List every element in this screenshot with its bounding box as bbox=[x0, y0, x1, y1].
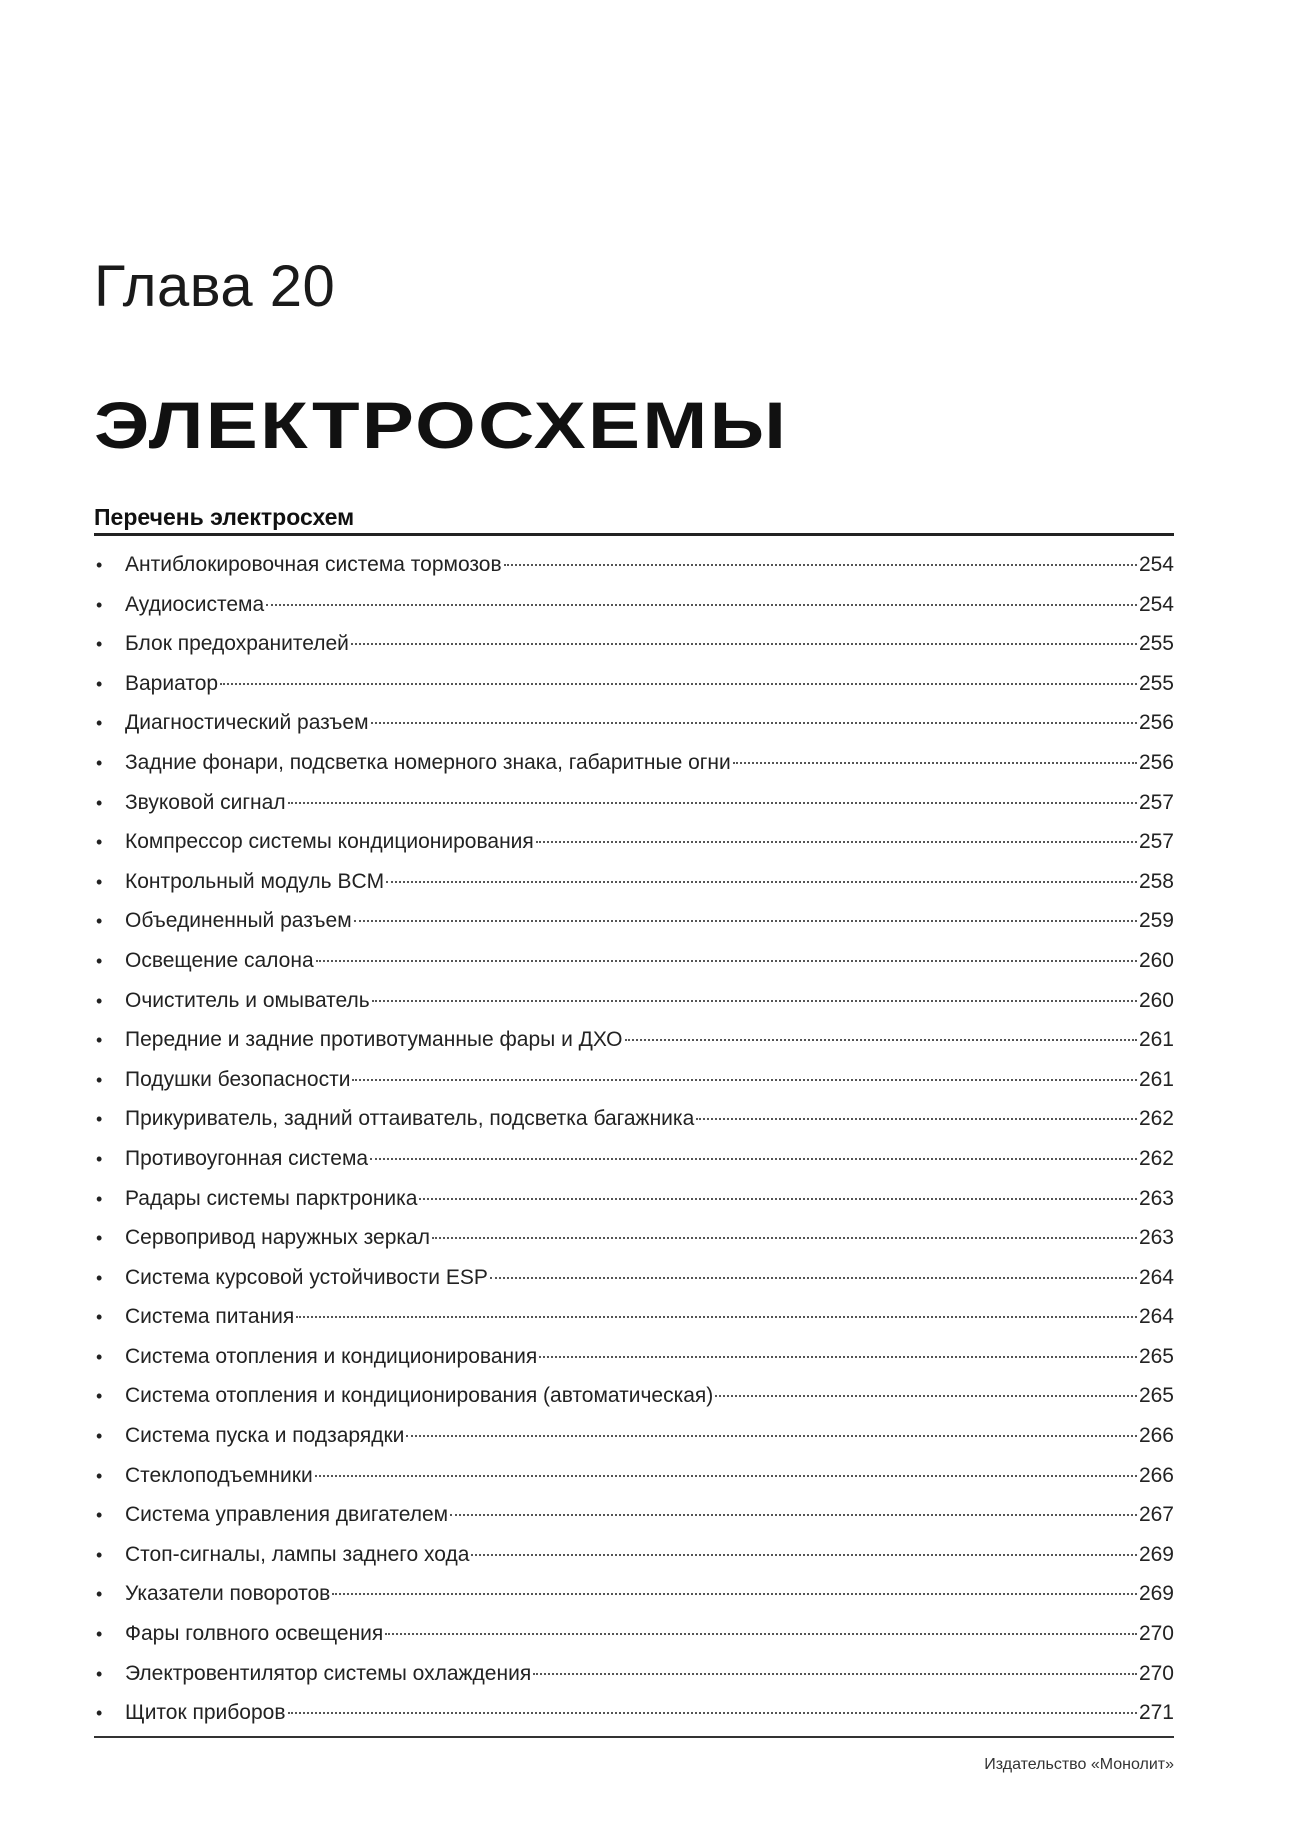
toc-item-title: Стоп-сигналы, лампы заднего хода bbox=[125, 1542, 470, 1566]
table-of-contents bbox=[94, 503, 1174, 1733]
dot-leader bbox=[220, 683, 1137, 685]
toc-item-page: 258 bbox=[1138, 869, 1174, 893]
toc-item-page: 260 bbox=[1138, 948, 1174, 972]
toc-item-title: Аудиосистема bbox=[125, 592, 265, 616]
toc-item bbox=[94, 1574, 1174, 1614]
toc-item-title: Освещение салона bbox=[125, 948, 314, 972]
bullet-icon: • bbox=[96, 1148, 103, 1169]
toc-item-title: Фары голвного освещения bbox=[125, 1622, 384, 1646]
dot-leader bbox=[490, 1277, 1137, 1279]
toc-item-page: 264 bbox=[1138, 1305, 1174, 1329]
dot-leader bbox=[332, 1593, 1137, 1595]
toc-item bbox=[94, 1179, 1174, 1219]
document-page bbox=[94, 0, 1174, 1839]
toc-item-title: Вариатор bbox=[125, 671, 219, 695]
toc-item-page: 271 bbox=[1138, 1701, 1174, 1725]
bullet-icon: • bbox=[96, 1505, 103, 1526]
bullet-icon: • bbox=[96, 1069, 103, 1090]
toc-item-page: 269 bbox=[1138, 1582, 1174, 1606]
toc-item-title: Стеклоподъемники bbox=[125, 1463, 313, 1487]
toc-item bbox=[94, 1376, 1174, 1416]
bullet-icon: • bbox=[96, 1109, 103, 1130]
toc-item bbox=[94, 822, 1174, 862]
dot-leader bbox=[352, 1079, 1137, 1081]
toc-item-title: Задние фонари, подсветка номерного знака, габаритные огни bbox=[125, 750, 731, 774]
toc-item bbox=[94, 1456, 1174, 1496]
toc-item bbox=[94, 1614, 1174, 1654]
toc-item-title: Система питания bbox=[125, 1305, 295, 1329]
dot-leader bbox=[371, 722, 1137, 724]
chapter-label: Глава 20 bbox=[94, 254, 336, 319]
dot-leader bbox=[733, 762, 1137, 764]
toc-item bbox=[94, 1099, 1174, 1139]
dot-leader bbox=[372, 1000, 1137, 1002]
toc-item bbox=[94, 1693, 1174, 1733]
toc-item bbox=[94, 1218, 1174, 1258]
bullet-icon: • bbox=[96, 1426, 103, 1447]
dot-leader bbox=[539, 1356, 1137, 1358]
toc-item-page: 257 bbox=[1138, 790, 1174, 814]
dot-leader bbox=[351, 643, 1137, 645]
toc-item-title: Система управления двигателем bbox=[125, 1503, 449, 1527]
toc-item-page: 264 bbox=[1138, 1265, 1174, 1289]
toc-item-title: Противоугонная система bbox=[125, 1146, 369, 1170]
toc-item bbox=[94, 1020, 1174, 1060]
bullet-icon: • bbox=[96, 1030, 103, 1051]
dot-leader bbox=[533, 1673, 1137, 1675]
bullet-icon: • bbox=[96, 871, 103, 892]
toc-item-title: Щиток приборов bbox=[125, 1701, 286, 1725]
toc-item bbox=[94, 1416, 1174, 1456]
toc-item-page: 259 bbox=[1138, 909, 1174, 933]
toc-item bbox=[94, 743, 1174, 783]
toc-item-page: 270 bbox=[1138, 1622, 1174, 1646]
toc-item-title: Сервопривод наружных зеркал bbox=[125, 1226, 430, 1250]
bullet-icon: • bbox=[96, 911, 103, 932]
toc-heading: Перечень электросхем bbox=[94, 503, 1174, 536]
toc-item-page: 267 bbox=[1138, 1503, 1174, 1527]
toc-item-page: 255 bbox=[1138, 671, 1174, 695]
toc-item-title: Компрессор системы кондиционирования bbox=[125, 830, 534, 854]
chapter-title: ЭЛЕКТРОСХЕМЫ bbox=[94, 388, 789, 462]
dot-leader bbox=[288, 1712, 1137, 1714]
toc-item-title: Антиблокировочная система тормозов bbox=[125, 553, 502, 576]
toc-item bbox=[94, 941, 1174, 981]
toc-item-title: Прикуриватель, задний оттаиватель, подсветка багажника bbox=[125, 1107, 695, 1131]
toc-item-title: Подушки безопасности bbox=[125, 1067, 351, 1091]
toc-item bbox=[94, 624, 1174, 664]
toc-item-page: 255 bbox=[1138, 632, 1174, 656]
bullet-icon: • bbox=[96, 1386, 103, 1407]
toc-item-title: Система отопления и кондиционирования (автоматическая) bbox=[125, 1384, 714, 1408]
dot-leader bbox=[354, 920, 1137, 922]
toc-item-page: 263 bbox=[1138, 1186, 1174, 1210]
dot-leader bbox=[536, 841, 1137, 843]
dot-leader bbox=[296, 1316, 1137, 1318]
dot-leader bbox=[406, 1435, 1137, 1437]
toc-item-page: 254 bbox=[1138, 592, 1174, 616]
toc-item-page: 263 bbox=[1138, 1226, 1174, 1250]
toc-item bbox=[94, 901, 1174, 941]
bullet-icon: • bbox=[96, 594, 103, 615]
bullet-icon: • bbox=[96, 1624, 103, 1645]
toc-list bbox=[94, 545, 1174, 1733]
dot-leader bbox=[471, 1554, 1137, 1556]
toc-item-title: Контрольный модуль BCM bbox=[125, 869, 385, 893]
toc-item-page: 256 bbox=[1138, 711, 1174, 735]
toc-item-title: Система отопления и кондиционирования bbox=[125, 1344, 538, 1368]
dot-leader bbox=[450, 1514, 1137, 1516]
toc-item-page: 261 bbox=[1138, 1028, 1174, 1052]
bullet-icon: • bbox=[96, 950, 103, 971]
toc-item bbox=[94, 1337, 1174, 1377]
toc-item bbox=[94, 1258, 1174, 1298]
toc-item bbox=[94, 585, 1174, 625]
toc-item-title: Система курсовой устойчивости ESP bbox=[125, 1265, 488, 1289]
dot-leader bbox=[288, 802, 1137, 804]
bullet-icon: • bbox=[96, 1267, 103, 1288]
bullet-icon: • bbox=[96, 990, 103, 1011]
bullet-icon: • bbox=[96, 1663, 103, 1684]
toc-item bbox=[94, 1654, 1174, 1694]
toc-item-page: 265 bbox=[1138, 1344, 1174, 1368]
toc-item bbox=[94, 783, 1174, 823]
toc-item bbox=[94, 545, 1174, 585]
publisher-name: Издательство «Монолит» bbox=[984, 1756, 1174, 1773]
bullet-icon: • bbox=[96, 1188, 103, 1209]
dot-leader bbox=[386, 881, 1137, 883]
bullet-icon: • bbox=[96, 1544, 103, 1565]
toc-item-title: Электровентилятор системы охлаждения bbox=[125, 1661, 532, 1685]
toc-item-title: Передние и задние противотуманные фары и ДХО bbox=[125, 1028, 623, 1052]
toc-item bbox=[94, 1495, 1174, 1535]
dot-leader bbox=[432, 1237, 1137, 1239]
toc-item-title: Очиститель и омыватель bbox=[125, 988, 370, 1012]
toc-item-page: 257 bbox=[1138, 830, 1174, 854]
dot-leader bbox=[625, 1039, 1137, 1041]
toc-item-title: Звуковой сигнал bbox=[125, 790, 286, 814]
dot-leader bbox=[419, 1198, 1136, 1200]
toc-item-page: 269 bbox=[1138, 1542, 1174, 1566]
bullet-icon: • bbox=[96, 555, 103, 575]
bullet-icon: • bbox=[96, 1584, 103, 1605]
toc-item bbox=[94, 981, 1174, 1021]
toc-item-page: 262 bbox=[1138, 1107, 1174, 1131]
toc-item-title: Указатели поворотов bbox=[125, 1582, 331, 1606]
dot-leader bbox=[504, 564, 1137, 566]
toc-item bbox=[94, 1060, 1174, 1100]
dot-leader bbox=[715, 1395, 1137, 1397]
bullet-icon: • bbox=[96, 832, 103, 853]
toc-item-page: 266 bbox=[1138, 1424, 1174, 1448]
toc-item-title: Система пуска и подзарядки bbox=[125, 1424, 405, 1448]
toc-item-page: 254 bbox=[1138, 553, 1174, 576]
toc-item-page: 270 bbox=[1138, 1661, 1174, 1685]
bullet-icon: • bbox=[96, 673, 103, 694]
toc-item bbox=[94, 1139, 1174, 1179]
dot-leader bbox=[370, 1158, 1137, 1160]
dot-leader bbox=[316, 960, 1137, 962]
toc-item bbox=[94, 1535, 1174, 1575]
bullet-icon: • bbox=[96, 1703, 103, 1724]
toc-item-title: Диагностический разъем bbox=[125, 711, 369, 735]
bullet-icon: • bbox=[96, 1465, 103, 1486]
bullet-icon: • bbox=[96, 634, 103, 655]
bullet-icon: • bbox=[96, 1307, 103, 1328]
toc-item-title: Блок предохранителей bbox=[125, 632, 349, 656]
toc-item-page: 266 bbox=[1138, 1463, 1174, 1487]
bullet-icon: • bbox=[96, 792, 103, 813]
bullet-icon: • bbox=[96, 1228, 103, 1249]
toc-item-page: 260 bbox=[1138, 988, 1174, 1012]
toc-item-page: 262 bbox=[1138, 1146, 1174, 1170]
toc-item bbox=[94, 862, 1174, 902]
toc-item-page: 261 bbox=[1138, 1067, 1174, 1091]
toc-item-page: 256 bbox=[1138, 750, 1174, 774]
toc-item bbox=[94, 1297, 1174, 1337]
toc-item-title: Объединенный разъем bbox=[125, 909, 352, 933]
toc-item-page: 265 bbox=[1138, 1384, 1174, 1408]
bullet-icon: • bbox=[96, 1346, 103, 1367]
dot-leader bbox=[385, 1633, 1137, 1635]
footer-divider bbox=[94, 1736, 1174, 1738]
dot-leader bbox=[315, 1475, 1137, 1477]
dot-leader bbox=[266, 604, 1137, 606]
dot-leader bbox=[696, 1118, 1137, 1120]
bullet-icon: • bbox=[96, 713, 103, 734]
bullet-icon: • bbox=[96, 752, 103, 773]
toc-item bbox=[94, 703, 1174, 743]
toc-item bbox=[94, 664, 1174, 704]
toc-item-title: Радары системы парктроника bbox=[125, 1186, 418, 1210]
